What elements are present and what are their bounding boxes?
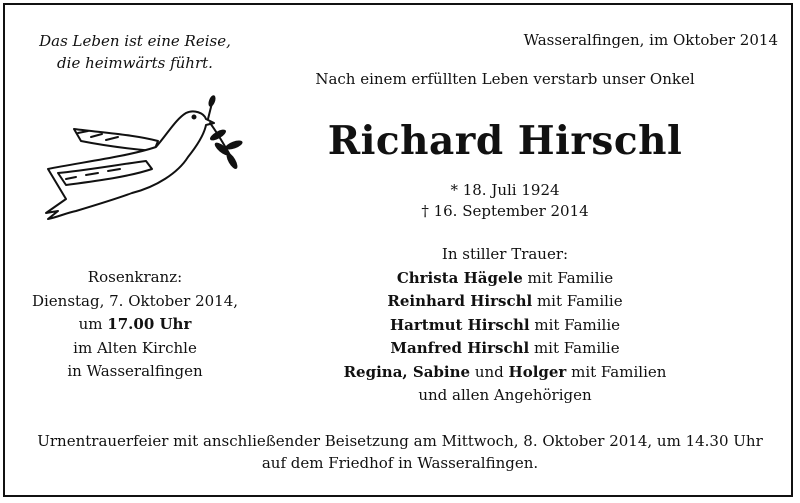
deceased-name: Richard Hirschl bbox=[327, 118, 683, 164]
mourner-line bbox=[300, 290, 710, 314]
rosary-title: Rosenkranz: bbox=[87, 268, 183, 286]
rosary-time-line bbox=[20, 313, 250, 337]
death-date: † 16. September 2014 bbox=[421, 202, 589, 220]
motto-line-1: Das Leben ist eine Reise, bbox=[39, 32, 231, 50]
funeral-line-2: auf dem Friedhof in Wasseralfingen. bbox=[261, 454, 539, 472]
funeral-info bbox=[20, 430, 780, 474]
rosary-time: 17.00 Uhr bbox=[107, 315, 192, 333]
mourner-line bbox=[300, 267, 710, 291]
mourner-line bbox=[300, 337, 710, 361]
motto-line-2: die heimwärts führt. bbox=[57, 54, 213, 72]
mourner-line bbox=[300, 314, 710, 338]
mourner-name: Manfred Hirschl bbox=[390, 339, 530, 357]
life-dates bbox=[330, 180, 680, 222]
mourner-name: Holger bbox=[508, 362, 567, 381]
funeral-line-1: Urnentrauerfeier mit anschließender Beisetzung am Mittwoch, 8. Oktober 2014, um 14.30 Uhr bbox=[37, 432, 763, 450]
mourner-name: Reinhard Hirschl bbox=[387, 292, 533, 310]
mourner-suffix: mit Familie bbox=[529, 339, 620, 357]
mourners-list bbox=[300, 243, 710, 408]
rosary-info bbox=[20, 266, 250, 384]
mourner-name: Christa Hägele bbox=[396, 268, 523, 287]
rosary-time-prefix: um bbox=[78, 315, 108, 333]
mourner-suffix: mit Familie bbox=[529, 315, 621, 334]
rosary-date: Dienstag, 7. Oktober 2014, bbox=[31, 291, 239, 310]
mourner-suffix: mit Familie bbox=[522, 268, 614, 287]
mourner-name: Hartmut Hirschl bbox=[389, 315, 530, 334]
mourning-closing: und allen Angehörigen bbox=[418, 386, 592, 404]
mourner-suffix: mit Familie bbox=[532, 292, 623, 310]
mourning-heading: In stiller Trauer: bbox=[441, 245, 569, 263]
rosary-place-1: im Alten Kirchle bbox=[73, 338, 197, 357]
mourner-conjunction: und bbox=[470, 362, 509, 381]
rosary-place-2: in Wasseralfingen bbox=[67, 362, 203, 380]
motto bbox=[30, 30, 240, 74]
mourner-name: Regina, Sabine bbox=[343, 362, 471, 381]
dove-with-olive-branch-icon bbox=[36, 95, 246, 235]
intro-text: Nach einem erfüllten Leben verstarb unser Onkel bbox=[315, 70, 695, 88]
mourner-line bbox=[300, 361, 710, 385]
birth-date: * 18. Juli 1924 bbox=[450, 181, 560, 199]
dateline: Wasseralfingen, im Oktober 2014 bbox=[523, 31, 778, 49]
mourner-suffix: mit Familien bbox=[566, 362, 667, 381]
